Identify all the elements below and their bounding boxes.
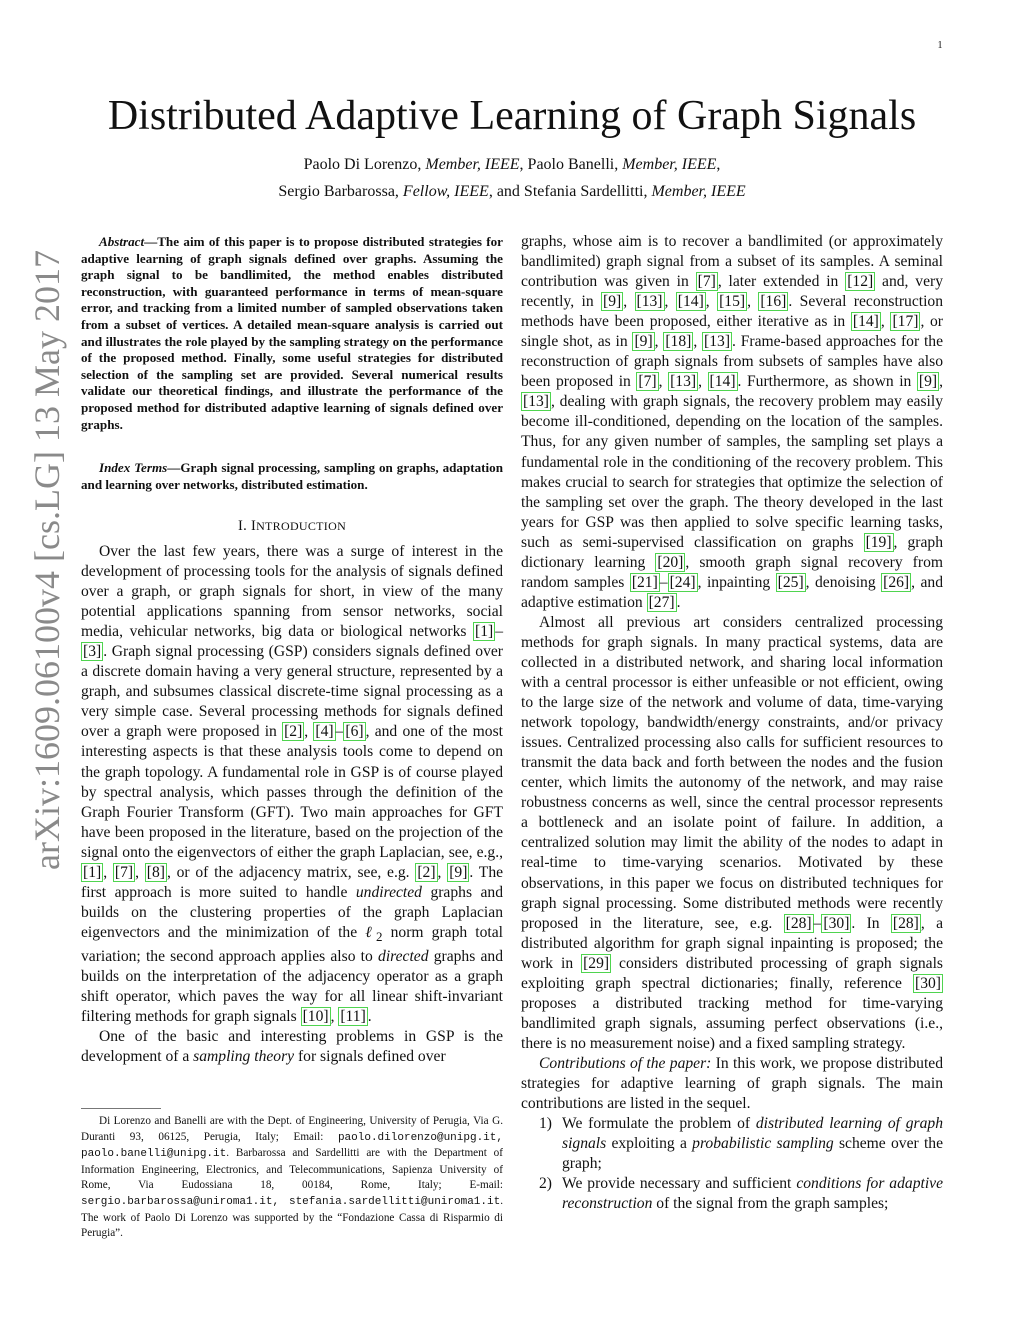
citation-link[interactable]: [2] [417,863,436,881]
citation-link[interactable]: [9] [449,863,468,881]
page-number: 1 [937,40,943,51]
paper-title: Distributed Adaptive Learning of Graph Signals [107,93,917,139]
email-link[interactable]: sergio.barbarossa@uniroma1.it [81,1195,273,1208]
right-paragraph-3: Contributions of the paper: In this work, we propose distributed strategies for adaptive learning of graph signals. The main contributions are listed in the sequel. [521,1054,943,1113]
footnote-rule [81,1108,161,1109]
email-link[interactable]: paolo.dilorenzo@unipg.it [337,1131,497,1144]
citation-link[interactable]: [6] [345,723,364,741]
citation-link[interactable]: [28] [892,914,919,932]
right-paragraph-2: Almost all previous art considers centralized processing methods for graph signals. In many practical systems, data are collected in a distributed network, and sharing local information with a central processor is either unfeasible or not efficient, owing to the large size of the network and volume of data, time-varying network topology, bandwidth/energy constraints, and/or privacy issues. Centralized processing also calls for sufficient resources to transmit the data back and forth between the nodes and the fusion center, which limits the autonomy of the network, and may raise robustness concerns as well, since the central processor represents a bottleneck and an isolate point of failure. In addition, a centralized solution may limit the ability of the nodes to adapt in real-time to time-varying scenarios. Motivated by these observations, in this paper we focus on distributed techniques for graph signal processing. Some distributed methods were recently proposed in the literature, see, e.g. [28] – [30] . In [28] , a distributed algorithm for graph signal inpainting is proposed; the work in [29] considers distributed processing of graph signals exploiting graph spectral dictionaries; finally, reference [30] proposes a distributed tracking method for time-varying bandlimited graph signals, assuming perfect observations (i.e., there is no measurement noise) and a fixed sampling strategy. [521,613,943,1052]
citation-link[interactable]: [13] [670,373,697,391]
citation-link[interactable]: [13] [704,333,731,351]
citation-link[interactable]: [9] [634,333,653,351]
index-terms [81,460,503,493]
author-list [120,151,904,205]
introduction-body [81,542,503,1067]
citation-link[interactable]: [1] [83,863,102,881]
intro-paragraph-1: Over the last few years, there was a surge of interest in the development of processing tools for the analysis of signals defined over a graph, or graph signals for short, in view of the many potential applications spanning from sensor networks, social media, vehicular networks, big data or biological networks [1] –[3] . Graph signal processing (GSP) considers signals defined over a discrete domain having a very general structure, represented by a graph, and subsumes classical discrete-time signal processing as a very simple case. Several processing methods for signals defined over a graph were proposed in [2] , [4] – [6] , and one of the most interesting aspects is that these analysis tools come to depend on the graph topology. A fundamental role in GSP is of course played by spectral analysis, which passes through the definition of the Graph Fourier Transform (GFT). Two main approaches for GFT have been proposed in the literature, based on the projection of the signal onto the eigenvectors of either the graph Laplacian, see, e.g., [1] , [7] , [8] , or of the adjacency matrix, see, e.g. [2] , [9] . The first approach is more suited to handle undirected graphs and builds on the clustering properties of the graph Laplacian eigenvectors and the minimization of the ℓ$_2$ norm graph total variation; the second approach applies also to directed graphs and builds on the interpretation of the adjacency operator as a graph shift operator, which paves the way for all linear shift-invariant filtering methods for graph signals [10] , [11] . [81,543,504,1026]
abstract-text: —The aim of this paper is to propose distributed strategies for adaptive learning of graph signals defined over graphs. Assuming the graph signal to be bandlimited, the method enables distributed reconstruction, with guaranteed performance in terms of mean-square error, and tracking from a limited number of sampled observations taken from a subset of vertices. A detailed mean-square analysis is carried out and illustrates the role played by the sampling strategy on the performance of the proposed method. Finally, some useful strategies for distributed selection of the sampling set are provided. Several numerical results validate our theoretical findings, and illustrate the performance of the proposed method for distributed adaptive learning of signals defined over graphs. [81,234,503,432]
email-link[interactable]: stefania.sardellitti@uniroma1.it [288,1195,501,1208]
citation-link[interactable]: [11] [340,1008,366,1026]
citation-link[interactable]: [27] [648,593,675,611]
abstract-label: Abstract [99,234,145,249]
email-link[interactable]: paolo.banelli@unipg.it [81,1148,227,1161]
citation-link[interactable]: [14] [852,313,879,331]
citation-link[interactable]: [14] [709,373,736,391]
author-affiliation-footnote: Di Lorenzo and Banelli are with the Dept. of Engineering, University of Perugia, Via G. Duranti 93, 06125, Perugia, Italy; Email: paolo.dilorenzo@unipg.it, paolo.banelli@unipg.it. Barbarossa and Sardellitti are with the Department of Information Engineering, Electronics, and Telecommunications, Sapienza University of Rome, Via Eudossiana 18, 00184, Rome, Italy; E-mail: sergio.barbarossa@uniroma1.it, stefania.sardellitti@uniroma1.it. The work of Paolo Di Lorenzo was supported by the “Fondazione Cassa di Risparmio di Perugia”. [81,1115,503,1240]
right-paragraph-1: graphs, whose aim is to recover a bandlimited (or approximately bandlimited) graph signal from a subset of its samples. A seminal contribution was given in [7] , later extended in [12] and, very recently, in [9] , [13] , [14] , [15] , [16] . Several reconstruction methods have been proposed, either iterative as in [14] , [17] , or single shot, as in [9] , [18] , [13] . Frame-based approaches for the reconstruction of graph signals from subsets of samples have also been proposed in [7] , [13] , [14] . Furthermore, as shown in [9] , [13] , dealing with graph signals, the recovery problem may easily become ill-conditioned, depending on the location of the samples. Thus, for any given number of samples, the sampling set plays a fundamental role in the conditioning of the recovery problem. This makes crucial to search for strategies that optimize the selection of the sampling set over the graph. The theory developed in the last years for GSP was then applied to solve specific learning tasks, such as semi-supervised classification on graphs [19] , graph dictionary learning [20] , smooth graph signal recovery from random samples [21] – [24] , inpainting [25] , denoising [26] , and adaptive estimation [27] . [521,233,944,611]
citation-link[interactable]: [7] [638,373,657,391]
citation-link[interactable]: [25] [777,573,804,591]
contributions-list [521,1114,943,1214]
citation-link[interactable]: [29] [583,954,610,972]
citation-link[interactable]: [19] [865,533,892,551]
right-column-body [521,232,943,1214]
citation-link[interactable]: [2] [284,723,303,741]
list-item: 2) We provide necessary and sufficient conditions for adaptive reconstruction of the signal from the graph samples; [539,1175,943,1213]
citation-link[interactable]: [7] [114,863,134,881]
citation-link[interactable]: [14] [677,293,704,311]
citation-link[interactable]: [4] [315,723,334,741]
citation-link[interactable]: [13] [523,393,549,411]
index-terms-label: Index Terms [99,460,168,475]
list-item: 1) We formulate the problem of distributed learning of graph signals exploiting a probabilistic sampling scheme over the graph; [539,1115,944,1173]
author-line-2: Sergio Barbarossa, Fellow, IEEE, and Stefania Sardellitti, Member, IEEE [278,183,746,200]
section-heading-introduction: I. INTRODUCTION [237,518,347,534]
abstract [81,234,503,433]
citation-link[interactable]: [30] [823,914,850,932]
citation-link[interactable]: [12] [847,273,874,291]
citation-link[interactable]: [10] [302,1008,329,1026]
author-line-1: Paolo Di Lorenzo, Member, IEEE, Paolo Banelli, Member, IEEE, [303,156,721,173]
citation-link[interactable]: [18] [665,333,692,351]
citation-link[interactable]: [30] [915,974,941,992]
math-ell: ℓ [365,923,376,941]
citation-link[interactable]: [15] [719,293,746,311]
citation-link[interactable]: [24] [669,573,696,591]
citation-link[interactable]: [21] [631,573,658,591]
citation-link[interactable]: [28] [785,914,812,932]
citation-link[interactable]: [7] [697,273,716,291]
citation-link[interactable]: [9] [918,373,938,391]
citation-link[interactable]: [17] [892,313,919,331]
citation-link[interactable]: [3] [83,643,102,661]
citation-link[interactable]: [16] [760,293,787,311]
index-terms-text: —Graph signal processing, sampling on graphs, adaptation and learning over networks, distributed estimation. [81,460,503,492]
intro-paragraph-2: One of the basic and interesting problems in GSP is the development of a sampling theory for signals defined over [81,1028,503,1066]
citation-link[interactable]: [1] [475,623,494,641]
arxiv-stamp-text: arXiv:1609.06100v4 [cs.LG] 13 May 2017 [27,250,67,870]
citation-link[interactable]: [9] [603,293,622,311]
citation-link[interactable]: [26] [883,573,910,591]
citation-link[interactable]: [13] [636,293,663,311]
citation-link[interactable]: [8] [146,863,165,881]
citation-link[interactable]: [20] [657,553,684,571]
